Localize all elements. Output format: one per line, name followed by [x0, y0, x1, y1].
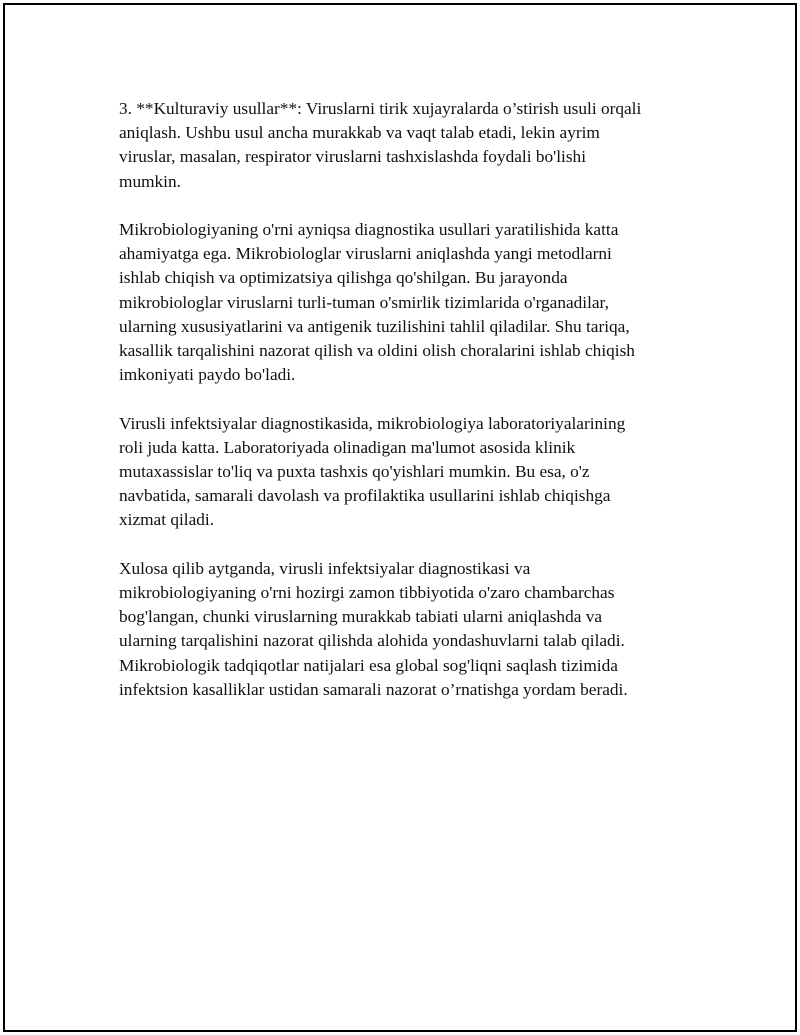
document-page [3, 3, 797, 1032]
paragraph-microbiology-role: Mikrobiologiyaning o'rni ayniqsa diagnostika usullari yaratilishida katta ahamiyatga ega. Mikrobiologlar viruslarni aniqlashda yangi metodlarni ishlab chiqish va optimizatsiya qilishga qo'shilgan. Bu jarayonda mikrobiologlar viruslarni turli-tuman o'smirlik tizimlarida o'rganadilar, ularning xususiyatlarini va antigenik tuzilishini tahlil qiladilar. Shu tariqa, kasallik tarqalishini nazorat qilish va oldini olish choralarini ishlab chiqish imkoniyati paydo bo'ladi. [119, 220, 635, 385]
document-body [119, 97, 689, 726]
paragraph-culture-methods: 3. **Kulturaviy usullar**: Viruslarni tirik xujayralarda o’stirish usuli orqali aniqlash. Ushbu usul ancha murakkab va vaqt talab etadi, lekin ayrim viruslar, masalan, respirator viruslarni tashxislashda foydali bo'lishi mumkin. [119, 99, 642, 191]
paragraph-conclusion: Xulosa qilib aytganda, virusli infektsiyalar diagnostikasi va mikrobiologiyaning o'rni hozirgi zamon tibbiyotida o'zaro chambarchas bog'langan, chunki viruslarning murakkab tabiati ularni aniqlashda va ularning tarqalishini nazorat qilishda alohida yondashuvlarni talab qiladi. Mikrobiologik tadqiqotlar natijalari esa global sog'liqni saqlash tizimida infektsion kasalliklar ustidan samarali nazorat o’rnatishga yordam beradi. [119, 558, 628, 699]
paragraph-laboratories: Virusli infektsiyalar diagnostikasida, mikrobiologiya laboratoriyalarining roli juda katta. Laboratoriyada olinadigan ma'lumot asosida klinik mutaxassislar to'liq va puxta tashxis qo'yishlari mumkin. Bu esa, o'z navbatida, samarali davolash va profilaktika usullarini ishlab chiqishga xizmat qiladi. [119, 413, 626, 530]
